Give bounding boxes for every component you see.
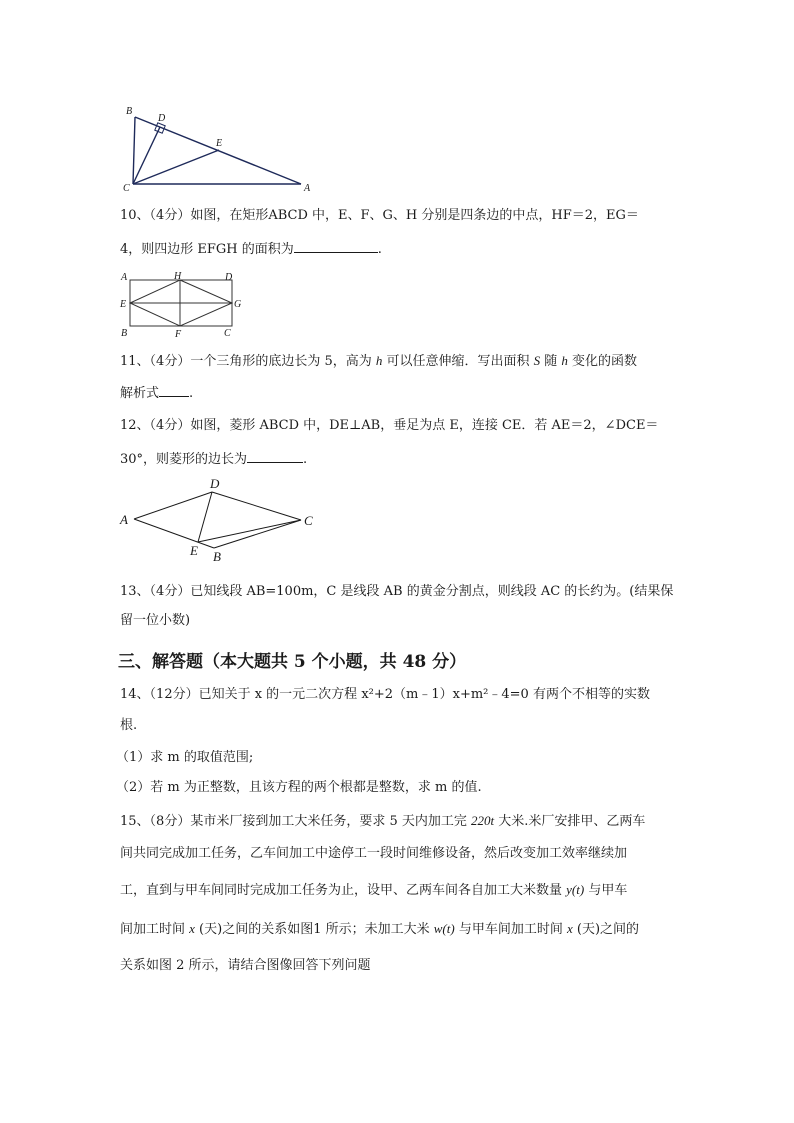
q12-line-1: 12、（4分）如图，菱形 ABCD 中，DE⊥AB，垂足为点 E，连接 CE．若 AE＝2，∠DCE＝ — [120, 418, 659, 433]
q13-line-1: 13、（4分）已知线段 AB=100m，C 是线段 AB 的黄金分割点，则线段 AC 的长约为。(结果保 — [120, 584, 674, 599]
q14-line-2: 根. — [120, 718, 138, 733]
q15-line-4 — [120, 920, 639, 939]
label-c: C — [224, 328, 231, 339]
label-e: E — [120, 299, 127, 310]
q11-text-c: 随 — [540, 354, 562, 369]
label-a: A — [120, 512, 128, 527]
q11-var-h: h — [375, 353, 383, 368]
q15-text-f: (天)之间的关系如图1 所示；未加工大米 — [194, 922, 434, 937]
section-heading: 三、解答题（本大题共 5 个小题，共 48 分） — [118, 652, 467, 672]
label-f: F — [175, 329, 182, 340]
q15-func-y: y(t) — [566, 882, 585, 897]
q15-text-a: 15、（8分）某市米厂接到加工大米任务，要求 5 天内加工完 — [120, 814, 471, 829]
q11-end: . — [189, 386, 194, 401]
q12-line-2 — [120, 450, 307, 469]
q10-answer-blank[interactable] — [294, 240, 378, 253]
q10-line-2 — [120, 240, 382, 259]
q15-text-g: 与甲车间加工时间 — [454, 922, 567, 937]
q11-var-s: S — [533, 353, 541, 368]
q14-line-1: 14、（12分）已知关于 x 的一元二次方程 x²+2（m﹣1）x+m²﹣4=0 有两个不相等的实数 — [120, 687, 650, 702]
q15-text-c: 工，直到与甲车间同时完成加工任务为止，设甲、乙两车间各自加工大米数量 — [120, 883, 567, 898]
q11-text-a: 11、（4分）一个三角形的底边长为 5，高为 — [120, 354, 376, 369]
q11-text-b: 可以任意伸缩．写出面积 — [382, 354, 534, 369]
q15-var-x: x — [189, 921, 195, 936]
label-e: E — [190, 543, 198, 558]
q15-line-3 — [120, 881, 627, 900]
q11-answer-blank[interactable] — [159, 384, 189, 397]
q15-line-1 — [120, 812, 645, 831]
label-a: A — [304, 183, 311, 194]
q15-text-e: 间加工时间 — [120, 922, 190, 937]
label-d: D — [210, 476, 220, 491]
q10-line-1: 10、（4分）如图，在矩形ABCD 中，E、F、G、H 分别是四条边的中点，HF＝2，EG＝ — [120, 208, 639, 223]
q11-line-1 — [120, 352, 637, 371]
q15-line-5: 关系如图 2 所示，请结合图像回答下列问题 — [120, 958, 371, 973]
q15-func-w: w(t) — [433, 921, 455, 936]
label-b: B — [213, 549, 221, 564]
q15-text-b: 大米.米厂安排甲、乙两车 — [494, 814, 646, 829]
q11-var-h: h — [561, 353, 568, 368]
q15-var-x: x — [566, 921, 573, 936]
q10-end: . — [377, 242, 382, 257]
q12-answer-blank[interactable] — [247, 450, 303, 463]
q10-text: 4，则四边形 EFGH 的面积为 — [120, 242, 294, 257]
rhombus-figure — [116, 476, 326, 566]
q11-line-2 — [120, 384, 193, 403]
q12-end: . — [303, 452, 308, 467]
label-e: E — [216, 138, 223, 149]
q15-text-h: (天)之间的 — [572, 922, 640, 937]
q12-text: 30°，则菱形的边长为 — [120, 452, 248, 467]
q15-line-2: 间共同完成加工任务，乙车间加工中途停工一段时间维修设备，然后改变加工效率继续加 — [120, 846, 628, 861]
label-b: B — [126, 106, 133, 117]
q11-text-d: 变化的函数 — [567, 354, 638, 369]
rectangle-figure — [116, 268, 246, 340]
label-d: D — [158, 113, 166, 124]
label-b: B — [121, 328, 128, 339]
label-c: C — [304, 513, 313, 528]
label-h: H — [174, 271, 182, 282]
label-g: G — [234, 299, 242, 310]
q15-text-d: 与甲车 — [584, 883, 628, 898]
label-d: D — [225, 272, 233, 283]
q13-line-2: 留一位小数) — [120, 613, 191, 628]
q15-amount: 220t — [470, 813, 495, 828]
q14-part-2: （2）若 m 为正整数，且该方程的两个根都是整数，求 m 的值. — [116, 780, 482, 795]
triangle-figure — [118, 100, 318, 195]
label-c: C — [123, 183, 130, 194]
q14-part-1: （1）求 m 的取值范围; — [116, 750, 254, 765]
label-a: A — [121, 272, 128, 283]
q11-text: 解析式 — [120, 386, 160, 401]
